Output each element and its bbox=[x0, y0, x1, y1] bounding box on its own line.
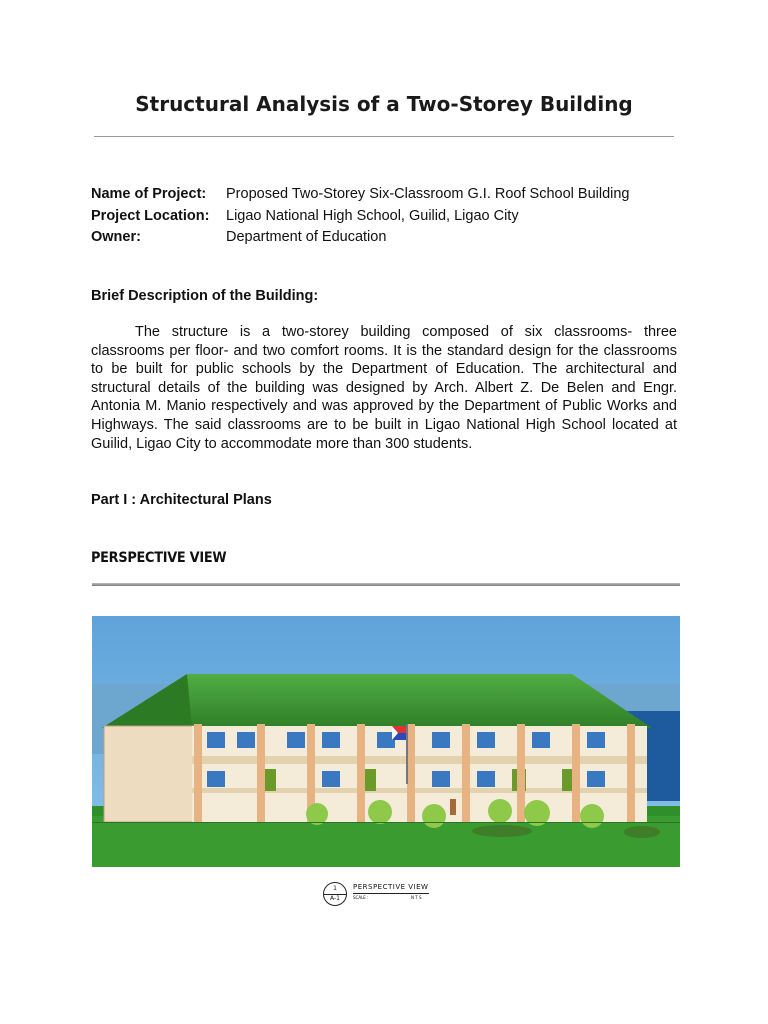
title-divider bbox=[94, 136, 674, 137]
drawing-scale-label: SCALE : bbox=[353, 895, 369, 900]
project-name-label: Name of Project: bbox=[91, 186, 207, 202]
project-location-label: Project Location: bbox=[91, 207, 210, 224]
drawing-title: PERSPECTIVE VIEW bbox=[353, 883, 429, 891]
caption-underline bbox=[353, 893, 429, 894]
brief-description-heading: Brief Description of the Building: bbox=[91, 288, 319, 304]
part-heading: Part I : Architectural Plans bbox=[91, 492, 272, 508]
project-name-row bbox=[91, 184, 630, 206]
project-name-value: Proposed Two-Storey Six-Classroom G.I. Roof School Building bbox=[226, 186, 630, 202]
project-location-value: Ligao National High School, Guilid, Ligao City bbox=[226, 207, 519, 224]
document-title: Structural Analysis of a Two-Storey Building bbox=[135, 92, 633, 116]
drawing-number: 1 bbox=[333, 885, 337, 892]
perspective-divider bbox=[92, 583, 680, 586]
owner-row bbox=[91, 227, 630, 249]
project-info bbox=[91, 184, 630, 249]
building-perspective-image bbox=[92, 616, 680, 867]
project-location-row bbox=[91, 206, 630, 228]
owner-value: Department of Education bbox=[226, 229, 387, 245]
brief-description-text: The structure is a two-storey building composed of six classrooms- three classrooms per floor- and two comfort rooms. It is the standard design for the classrooms to be built for public schools by the Department of Education. The architectural and structural details of the building was designed by Arch. Albert Z. De Belen and Engr. Antonia M. Manio respectively and was approved by the Department of Public Works and Highways. The said classrooms are to be built in Ligao National High School located at Guilid, Ligao City to accommodate more than 300 students. bbox=[91, 324, 677, 452]
building-illustration bbox=[92, 616, 680, 867]
drawing-caption bbox=[323, 880, 433, 906]
drawing-sheet: A-1 bbox=[330, 895, 340, 902]
drawing-scale-value: N T S bbox=[411, 895, 422, 900]
owner-label: Owner: bbox=[91, 229, 141, 245]
drawing-tag bbox=[323, 882, 347, 906]
perspective-heading: PERSPECTIVE VIEW bbox=[91, 550, 227, 566]
